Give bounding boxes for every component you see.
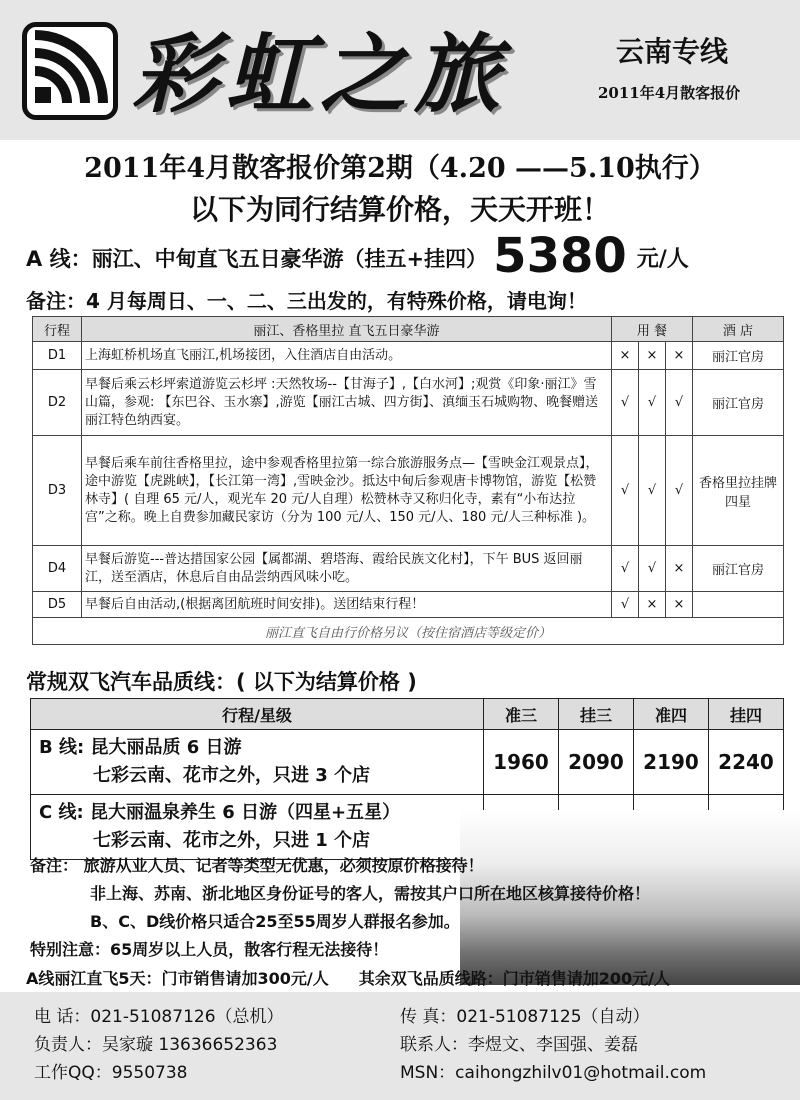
day-description: 早餐后游览---普达措国家公园【属都湖、碧塔海、霞给民族文化村】，下午 BUS 返回丽江，送至酒店，休息后自由品尝纳西风味小吃。	[82, 546, 612, 592]
lunch-mark: ×	[639, 342, 666, 370]
lunch-mark: √	[639, 546, 666, 592]
day-label: D3	[33, 436, 82, 546]
price-header-row	[31, 699, 784, 730]
day-description: 早餐后乘云杉坪索道游览云杉坪 :天然牧场--【甘海子】,【白水河】;观赏《印象·丽江》雪山篇，参观: 【东巴谷、玉水寨】,游览【丽江古城、四方街】、滇缅玉石城购物、晚餐赠送丽江特色纳西宴。	[82, 370, 612, 436]
col-gua3: 挂三	[559, 699, 634, 730]
route-c-title: C 线: 昆大丽温泉养生 6 日游（四星+五星）	[39, 802, 401, 823]
dinner-mark: ×	[666, 546, 693, 592]
header	[0, 0, 800, 140]
route-c	[31, 795, 484, 860]
note-special: 特别注意：65周岁以上人员，散客行程无法接待！	[30, 940, 389, 959]
col-route: 丽江、香格里拉 直飞五日豪华游	[82, 317, 612, 342]
route-title: 云南专线	[616, 35, 729, 68]
hotel-cell: 丽江官房	[693, 546, 784, 592]
price-cell: 1960	[484, 730, 559, 795]
fax: 传 真：021-51087125（自动）	[400, 1007, 650, 1027]
logo	[22, 22, 118, 120]
special-price-note: 备注：4 月每周日、一、二、三出发的，有特殊价格，请电询！	[26, 289, 587, 313]
col-zhun4: 准四	[634, 699, 709, 730]
dinner-mark: √	[666, 436, 693, 546]
col-gua4: 挂四	[709, 699, 784, 730]
hotel-cell: 香格里拉挂牌四星	[693, 436, 784, 546]
contacts: 联系人：李煜文、李国强、姜磊	[400, 1035, 638, 1055]
table-row	[33, 436, 784, 546]
headline-subtitle: 以下为同行结算价格，天天开班！	[189, 193, 610, 226]
breakfast-mark: ×	[612, 342, 639, 370]
manager: 负责人：吴家璇 13636652363	[34, 1035, 278, 1055]
col-day: 行程	[33, 317, 82, 342]
breakfast-mark: √	[612, 370, 639, 436]
msn: MSN：caihongzhilv01@hotmail.com	[400, 1063, 707, 1083]
lunch-mark: √	[639, 370, 666, 436]
contact-footer	[0, 992, 800, 1100]
day-description: 上海虹桥机场直飞丽江,机场接团，入住酒店自由活动。	[82, 342, 612, 370]
qq: 工作QQ：9550738	[34, 1063, 188, 1083]
note-id-region: 非上海、苏南、浙北地区身份证号的客人，需按其户口所在地区核算接待价格！	[90, 884, 651, 903]
breakfast-mark: √	[612, 592, 639, 618]
day-description: 早餐后乘车前往香格里拉，途中参观香格里拉第一综合旅游服务点—【雪映金江观景点】，途中游览【虎跳峡】，【长江第一湾】,雪映金沙。抵达中甸后参观唐卡博物馆，游览【松赞林寺】( 自理 65 元/人，观光车 20 元/人自理）松赞林寺又称归化寺，素有“小布达拉宫”之称。晚上自费参加藏民家访（分为 100 元/人、150 元/人、180 元/人三种标准 )。	[82, 436, 612, 546]
table-row	[31, 730, 784, 795]
table-row	[33, 342, 784, 370]
dinner-mark: √	[666, 370, 693, 436]
breakfast-mark: √	[612, 436, 639, 546]
price-cell: 2240	[709, 730, 784, 795]
price-cell: 2090	[559, 730, 634, 795]
day-label: D5	[33, 592, 82, 618]
route-c-detail: 七彩云南、花市之外，只进 1 个店	[93, 830, 371, 851]
header-date: 2011年4月散客报价	[598, 84, 741, 102]
headline-period: 2011年4月散客报价第2期（4.20 ——5.10执行）	[84, 153, 716, 184]
col-zhun3: 准三	[484, 699, 559, 730]
line-a-unit: 元/人	[636, 247, 689, 272]
itinerary-footnote-row	[33, 618, 784, 645]
col-hotel: 酒 店	[693, 317, 784, 342]
brand-title: 彩虹之旅	[132, 24, 508, 125]
hotel-cell: 丽江官房	[693, 342, 784, 370]
table-row	[33, 546, 784, 592]
col-meals: 用 餐	[612, 317, 693, 342]
route-b	[31, 730, 484, 795]
day-description: 早餐后自由活动,(根据离团航班时间安排)。送团结束行程！	[82, 592, 612, 618]
table-row	[33, 592, 784, 618]
route-b-detail: 七彩云南、花市之外，只进 3 个店	[93, 765, 371, 786]
lunch-mark: ×	[639, 592, 666, 618]
price-cell: 2190	[634, 730, 709, 795]
line-a-title: A 线：丽江、中甸直飞五日豪华游（挂五+挂四）	[26, 247, 488, 271]
col-route-star: 行程/星级	[31, 699, 484, 730]
route-b-title: B 线: 昆大丽品质 6 日游	[39, 737, 242, 758]
line-a	[26, 228, 689, 284]
itinerary-table	[32, 316, 784, 645]
hotel-cell	[693, 592, 784, 618]
notes-block	[30, 852, 650, 964]
day-label: D4	[33, 546, 82, 592]
day-label: D2	[33, 370, 82, 436]
itinerary-footnote: 丽江直飞自由行价格另议（按住宿酒店等级定价）	[33, 618, 784, 645]
dinner-mark: ×	[666, 592, 693, 618]
signal-arc-icon	[27, 27, 113, 115]
day-label: D1	[33, 342, 82, 370]
line-a-price: 5380	[493, 228, 627, 284]
phone: 电 话：021-51087126（总机）	[34, 1007, 284, 1027]
note-discount: 备注： 旅游从业人员、记者等类型无优惠，必须按原价格接待！	[30, 856, 484, 875]
dinner-mark: ×	[666, 342, 693, 370]
table-row	[33, 370, 784, 436]
markup-others: 其余双飞品质线路：门市销售请加200元/人	[358, 969, 671, 988]
itinerary-header-row	[33, 317, 784, 342]
retail-markup-line	[26, 966, 670, 989]
markup-line-a: A线丽江直飞5天：门市销售请加300元/人	[26, 969, 329, 988]
hotel-cell: 丽江官房	[693, 370, 784, 436]
section2-title: 常规双飞汽车品质线：( 以下为结算价格 )	[26, 670, 417, 694]
breakfast-mark: √	[612, 546, 639, 592]
note-age-range: B、C、D线价格只适合25至55周岁人群报名参加。	[90, 912, 460, 931]
lunch-mark: √	[639, 436, 666, 546]
